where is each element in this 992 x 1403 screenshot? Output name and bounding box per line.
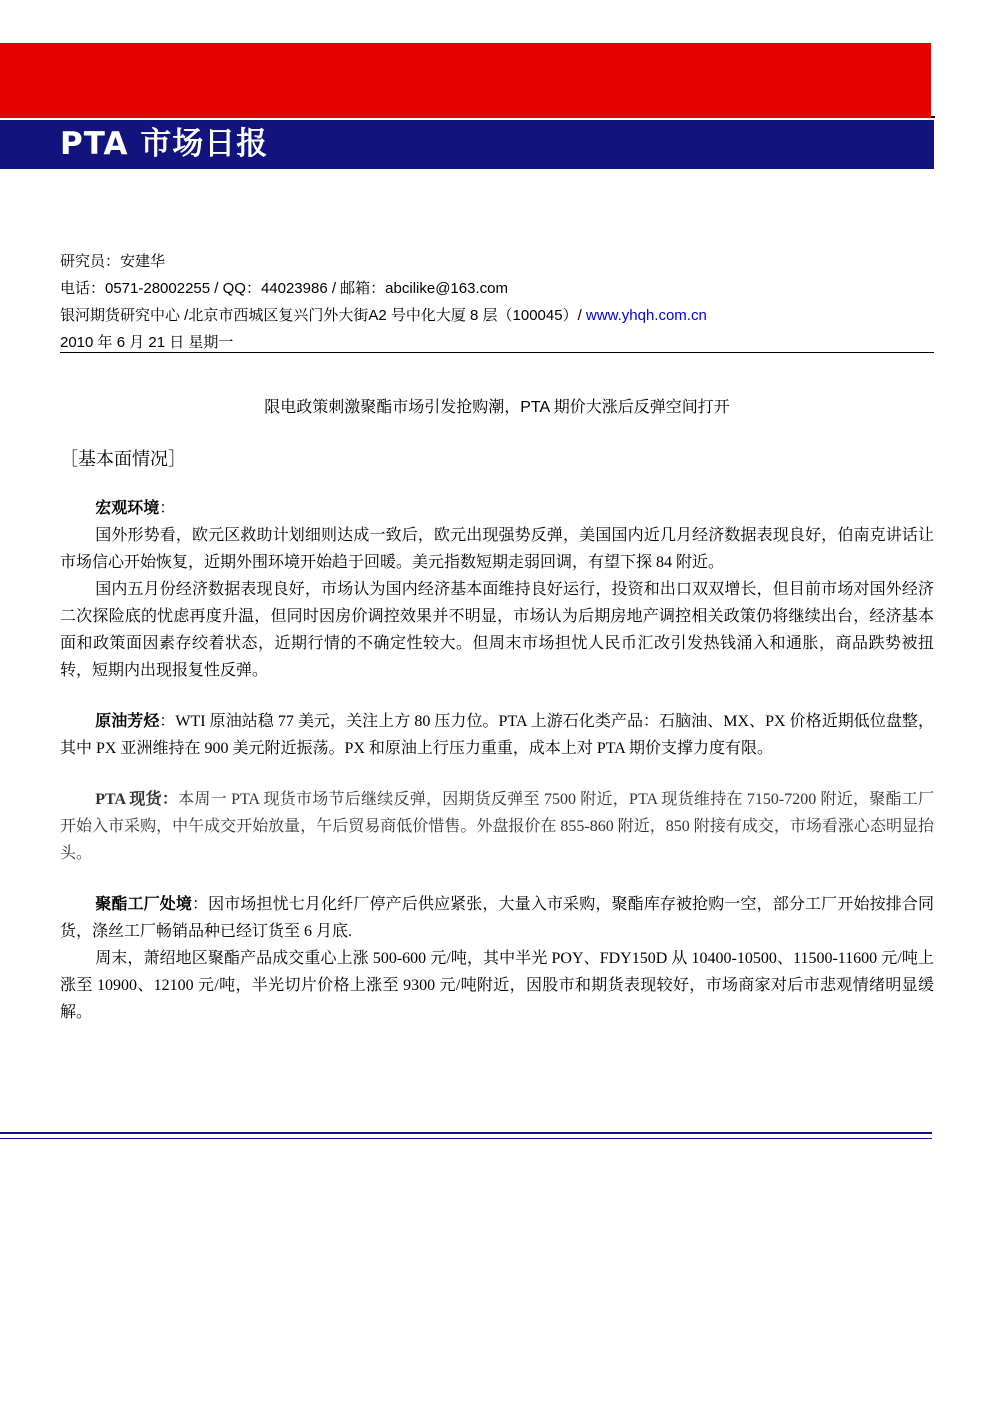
crude-label: 原油芳烃 (95, 713, 160, 730)
contact-line: 电话：0571-28002255 / QQ：44023986 / 邮箱：abcilike@163.com (60, 280, 508, 297)
macro-paragraph-2: 国内五月份经济数据表现良好，市场认为国内经济基本面维持良好运行，投资和出口双双增长，但目前市场对国外经济二次探险底的忧虑再度升温，但同时因房价调控效果并不明显，市场认为后期房地产调控相关政策仍将继续出台，经济基本面和政策面因素存绞着状态，近期行情的不确定性较大。但周末市场担忧人民币汇改引发热钱涌入和通胀，商品跌势被扭转，短期内出现报复性反弹。 (60, 581, 934, 679)
crude-text: ：WTI 原油站稳 77 美元，关注上方 80 压力位。PTA 上游石化类产品：石脑油、MX、PX 价格近期低位盘整，其中 PX 亚洲维持在 900 美元附近振荡。PX 和原油上行压力重重，成本上对 PTA 期价支撑力度有限。 (60, 713, 934, 757)
spot-paragraph (60, 786, 934, 867)
report-meta (60, 248, 707, 356)
paragraph-gap (60, 684, 934, 708)
footer-rule-thick (0, 1132, 932, 1134)
date-line: 2010 年 6 月 21 日 星期一 (60, 334, 234, 351)
header-band-tick (931, 116, 935, 118)
polyester-paragraph (60, 891, 934, 945)
macro-label-suffix: ： (159, 500, 176, 517)
report-headline: 限电政策刺激聚酯市场引发抢购潮，PTA 期价大涨后反弹空间打开 (264, 399, 730, 416)
paragraph-gap (60, 867, 934, 891)
polyester-paragraph-2: 周末，萧绍地区聚酯产品成交重心上涨 500-600 元/吨，其中半光 POY、FDY150D 从 10400-10500、11500-11600 元/吨上涨至 10900、12100 元/吨，半光切片价格上涨至 9300 元/吨附近，因股市和期货表现较好，市场商家对后市悲观情绪明显缓解。 (60, 950, 934, 1021)
institution-address: 银河期货研究中心 /北京市西城区复兴门外大街A2 号中化大厦 8 层（100045）/ (60, 307, 586, 324)
crude-paragraph (60, 708, 934, 762)
website-link[interactable]: www.yhqh.com.cn (585, 307, 707, 324)
spot-text: 本周一 PTA 现货市场节后继续反弹，因期货反弹至 7500 附近，PTA 现货维持在 7150-7200 附近，聚酯工厂开始入市采购，中午成交开始放量，午后贸易商低价惜售。外盘报价在 855-860 附近，850 附接有成交，市场看涨心态明显抬头。 (60, 791, 934, 862)
header-red-band (0, 43, 931, 118)
report-title: PTA 市场日报 (60, 126, 269, 162)
macro-heading (60, 495, 934, 522)
researcher-line: 研究员：安建华 (60, 253, 166, 270)
polyester-text: ：因市场担忧七月化纤厂停产后供应紧张，大量入市采购，聚酯库存被抢购一空，部分工厂开始按排合同货，涤丝工厂畅销品种已经订货至 6 月底. (60, 896, 934, 940)
polyester-label: 聚酯工厂处境 (95, 896, 192, 913)
institution-line (60, 302, 707, 329)
spot-label: PTA 现货： (95, 791, 179, 808)
footer-rule-thin (0, 1138, 932, 1139)
meta-divider (60, 352, 934, 353)
section-title: ［基本面情况］ (60, 449, 186, 469)
paragraph-gap (60, 762, 934, 786)
report-body (60, 495, 934, 1026)
macro-label: 宏观环境 (95, 500, 160, 517)
macro-paragraph-1: 国外形势看，欧元区救助计划细则达成一致后，欧元出现强势反弹，美国国内近几月经济数据表现良好，伯南克讲话让市场信心开始恢复，近期外围环境开始趋于回暖。美元指数短期走弱回调，有望下探 84 附近。 (60, 527, 934, 571)
